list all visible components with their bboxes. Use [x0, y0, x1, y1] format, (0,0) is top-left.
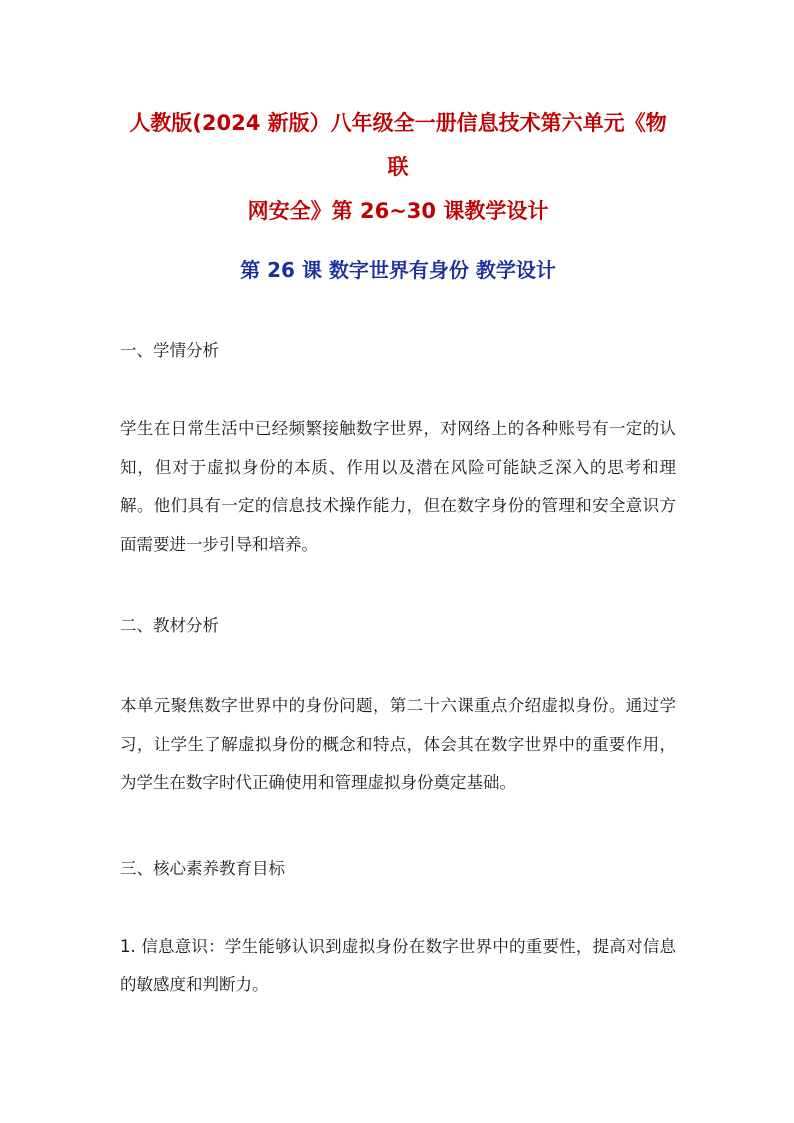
document-title-line-1: 人教版(2024 新版）八年级全一册信息技术第六单元《物联: [129, 111, 667, 179]
paragraph-textbook-analysis: 本单元聚焦数字世界中的身份问题，第二十六课重点介绍虚拟身份。通过学习，让学生了解虚拟身份的概念和特点，体会其在数字世界中的重要作用，为学生在数字时代正确使用和管理虚拟身份奠定基础。: [120, 696, 676, 792]
document-title-line-2: 网安全》第 26~30 课教学设计: [247, 199, 549, 223]
list-item-information-awareness: [120, 928, 676, 1005]
lesson-title: 第 26 课 数字世界有身份 教学设计: [240, 258, 556, 282]
section-heading-core-literacy-goals: 三、核心素养教育目标: [120, 858, 285, 878]
list-item-number: 1.: [120, 936, 136, 956]
section-heading-textbook-analysis: 二、教材分析: [120, 616, 219, 635]
section-heading-learner-analysis: 一、学情分析: [120, 341, 219, 360]
list-item-text: 信息意识：学生能够认识到虚拟身份在数字世界中的重要性，提高对信息的敏感度和判断力。: [120, 936, 676, 994]
paragraph-learner-analysis: 学生在日常生活中已经频繁接触数字世界，对网络上的各种账号有一定的认知，但对于虚拟身份的本质、作用以及潜在风险可能缺乏深入的思考和理解。他们具有一定的信息技术操作能力，但在数字身份的管理和安全意识方面需要进一步引导和培养。: [120, 419, 676, 554]
document-title: [120, 101, 676, 233]
